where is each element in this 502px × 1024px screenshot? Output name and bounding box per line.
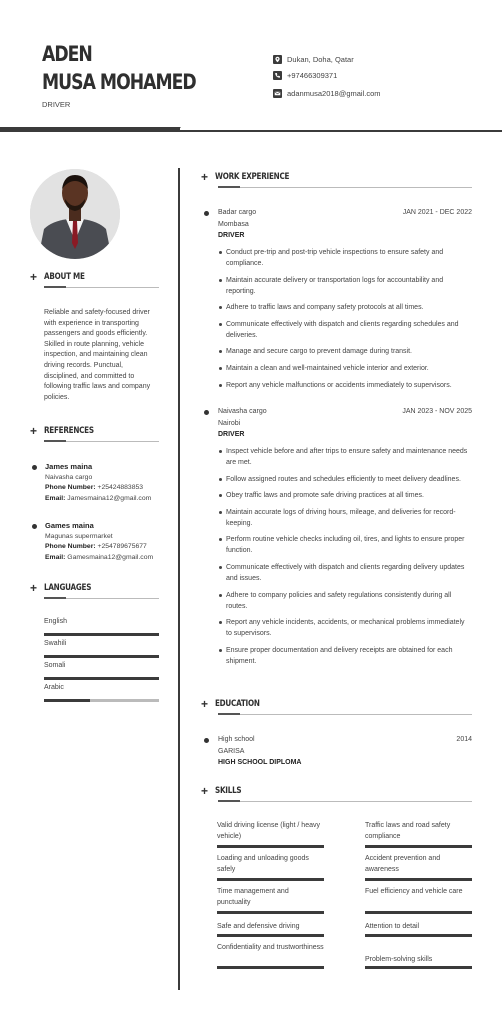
candidate-name — [42, 40, 196, 96]
job-role: DRIVER — [42, 100, 71, 109]
skills-underline — [218, 801, 472, 802]
reference-name: James maina — [45, 462, 93, 471]
plus-icon: + — [30, 270, 38, 284]
job-company: Naivasha cargo — [218, 408, 267, 415]
job-dates: JAN 2023 - NOV 2025 — [402, 408, 472, 415]
education-entry — [204, 736, 472, 770]
duty-item: Perform routine vehicle checks including oil, tires, and lights to ensure proper function. — [218, 534, 470, 556]
skill-item — [365, 853, 472, 875]
skill-label: Confidentiality and trustworthiness — [217, 944, 324, 951]
name-line-1: ADEN — [42, 42, 92, 66]
phone-label: Phone Number: — [45, 484, 96, 491]
skill-label: Attention to detail — [365, 923, 420, 930]
bullet-dot — [204, 410, 209, 415]
language-item — [44, 640, 159, 647]
education-underline-accent — [218, 713, 240, 715]
phone-label: Phone Number: — [45, 543, 96, 550]
job-entry — [204, 209, 472, 399]
skill-item — [217, 942, 324, 953]
skill-underline — [365, 878, 472, 881]
duty-item: Manage and secure cargo to prevent damage during transit. — [218, 346, 470, 357]
about-title: ABOUT ME — [44, 272, 85, 282]
skill-item — [365, 886, 472, 897]
skill-item — [217, 820, 324, 842]
profile-photo — [30, 169, 120, 259]
skill-underline — [365, 911, 472, 914]
languages-underline-accent — [44, 597, 66, 599]
experience-underline-accent — [218, 186, 240, 188]
skill-underline — [365, 934, 472, 937]
skill-underline — [217, 934, 324, 937]
duty-item: Maintain accurate logs of driving hours, mileage, and deliveries for record-keeping. — [218, 507, 470, 529]
job-company: Badar cargo — [218, 209, 257, 216]
duty-item: Follow assigned routes and schedules efficiently to meet delivery deadlines. — [218, 474, 470, 485]
experience-section-heading — [201, 170, 302, 184]
duty-item: Communicate effectively with dispatch and clients regarding schedules and deliveries. — [218, 319, 470, 341]
job-duties — [218, 446, 470, 672]
skill-item — [217, 853, 324, 875]
references-underline-accent — [44, 440, 66, 442]
contact-location — [273, 55, 354, 64]
duty-item: Adhere to company policies and safety regulations consistently during all routes. — [218, 590, 470, 612]
job-entry — [204, 408, 472, 688]
language-item — [44, 618, 159, 625]
about-underline-accent — [44, 286, 66, 288]
duty-item: Adhere to traffic laws and company safety protocols at all times. — [218, 302, 470, 313]
job-title: DRIVER — [218, 431, 245, 438]
experience-title: WORK EXPERIENCE — [215, 172, 290, 182]
header-divider-thin — [180, 130, 502, 132]
reference-item — [32, 462, 151, 504]
job-title: DRIVER — [218, 232, 245, 239]
email-label: Email: — [45, 494, 66, 502]
location-icon — [273, 55, 282, 64]
skill-label: Problem-solving skills — [365, 956, 433, 963]
language-name: Arabic — [44, 684, 64, 691]
skill-underline — [365, 845, 472, 848]
skill-label: Valid driving license (light / heavy vehicle) — [217, 822, 320, 840]
bullet-dot — [204, 738, 209, 743]
plus-icon: + — [30, 424, 38, 438]
contact-phone — [273, 71, 337, 80]
skill-label: Accident prevention and awareness — [365, 855, 441, 873]
language-bar-fill — [44, 633, 159, 636]
language-item — [44, 684, 159, 691]
skill-item — [365, 954, 472, 965]
duty-item: Maintain accurate delivery or transportation logs for accountability and reporting. — [218, 275, 470, 297]
skill-item — [365, 921, 472, 932]
duty-item: Conduct pre-trip and post-trip vehicle inspections to ensure safety and compliance. — [218, 247, 470, 269]
skill-item — [217, 886, 324, 908]
duty-item: Communicate effectively with dispatch and clients regarding delivery updates and issues. — [218, 562, 470, 584]
language-name: Somali — [44, 662, 66, 669]
column-divider — [178, 168, 180, 990]
language-bar-fill — [44, 677, 159, 680]
reference-email[interactable]: Gamesmaina12@gmail.com — [67, 553, 154, 561]
bullet-dot — [204, 211, 209, 216]
plus-icon: + — [201, 697, 209, 711]
skills-underline-accent — [218, 800, 240, 802]
skill-label: Traffic laws and road safety compliance — [365, 822, 451, 840]
about-text: Reliable and safety-focused driver with experience in transporting passengers and goods efficiently. Skilled in route planning, vehicle inspection, and maintaining clean driving records. Punctual, disciplined, and committed to following traffic laws and company policies. — [44, 309, 151, 401]
languages-title: LANGUAGES — [44, 583, 92, 593]
experience-underline — [218, 187, 472, 188]
skill-underline — [217, 845, 324, 848]
plus-icon: + — [201, 170, 209, 184]
reference-phone: +25424883853 — [97, 484, 144, 491]
graduation-year: 2014 — [456, 736, 472, 743]
skills-title: SKILLS — [215, 786, 242, 796]
duty-item: Ensure proper documentation and delivery receipts are obtained for each shipment. — [218, 645, 470, 667]
header-divider-thick — [0, 127, 180, 132]
reference-item — [32, 521, 153, 563]
job-city: Mombasa — [218, 221, 249, 228]
skill-underline — [217, 878, 324, 881]
email-label: Email: — [45, 553, 66, 561]
skill-label: Loading and unloading goods safely — [217, 855, 309, 873]
education-section-heading — [201, 697, 268, 711]
email-text[interactable]: adanmusa2018@gmail.com — [287, 89, 381, 98]
email-icon — [273, 89, 282, 98]
degree: HIGH SCHOOL DIPLOMA — [218, 759, 302, 766]
job-city: Nairobi — [218, 420, 241, 427]
contact-email[interactable] — [273, 89, 381, 98]
school-name: High school — [218, 736, 255, 743]
duty-item: Maintain a clean and well-maintained vehicle interior and exterior. — [218, 363, 470, 374]
skill-underline — [217, 966, 324, 969]
plus-icon: + — [201, 784, 209, 798]
duty-item: Report any vehicle malfunctions or accidents immediately to supervisors. — [218, 380, 470, 391]
phone-icon — [273, 71, 282, 80]
location-text: Dukan, Doha, Qatar — [287, 55, 354, 64]
languages-section-heading — [30, 581, 100, 595]
skill-label: Time management and punctuality — [217, 888, 289, 906]
language-bar-fill — [44, 699, 90, 702]
language-name: Swahili — [44, 640, 67, 647]
references-section-heading — [30, 424, 103, 438]
skill-label: Fuel efficiency and vehicle care — [365, 888, 463, 895]
reference-company: Naivasha cargo — [45, 473, 93, 481]
plus-icon: + — [30, 581, 38, 595]
duty-item: Inspect vehicle before and after trips to ensure safety and maintenance needs are met. — [218, 446, 470, 468]
skill-item — [365, 820, 472, 842]
duty-item: Obey traffic laws and promote safe driving practices at all times. — [218, 490, 470, 501]
name-line-2: MUSA MOHAMED — [42, 70, 196, 94]
duty-item: Report any vehicle incidents, accidents, or mechanical problems immediately to supervisors. — [218, 617, 470, 639]
phone-text: +97466309371 — [287, 71, 338, 80]
skill-underline — [217, 911, 324, 914]
school-place: GARISA — [218, 748, 245, 755]
skills-section-heading — [201, 784, 246, 798]
skill-item — [217, 921, 324, 932]
reference-phone: +254789675677 — [97, 543, 147, 550]
job-dates: JAN 2021 - DEC 2022 — [402, 209, 472, 216]
bullet-dot — [32, 465, 37, 470]
about-section-heading — [30, 270, 92, 284]
job-duties — [218, 247, 470, 396]
skill-underline — [365, 966, 472, 969]
language-item — [44, 662, 159, 669]
references-title: REFERENCES — [44, 426, 94, 436]
language-bar-fill — [44, 655, 159, 658]
education-underline — [218, 714, 472, 715]
reference-company: Magunas supermarket — [45, 532, 113, 540]
reference-email[interactable]: Jamesmaina12@gmail.com — [67, 494, 152, 502]
bullet-dot — [32, 524, 37, 529]
skill-label: Safe and defensive driving — [217, 923, 300, 930]
education-title: EDUCATION — [215, 699, 260, 709]
language-name: English — [44, 618, 67, 625]
reference-name: Games maina — [45, 521, 94, 530]
